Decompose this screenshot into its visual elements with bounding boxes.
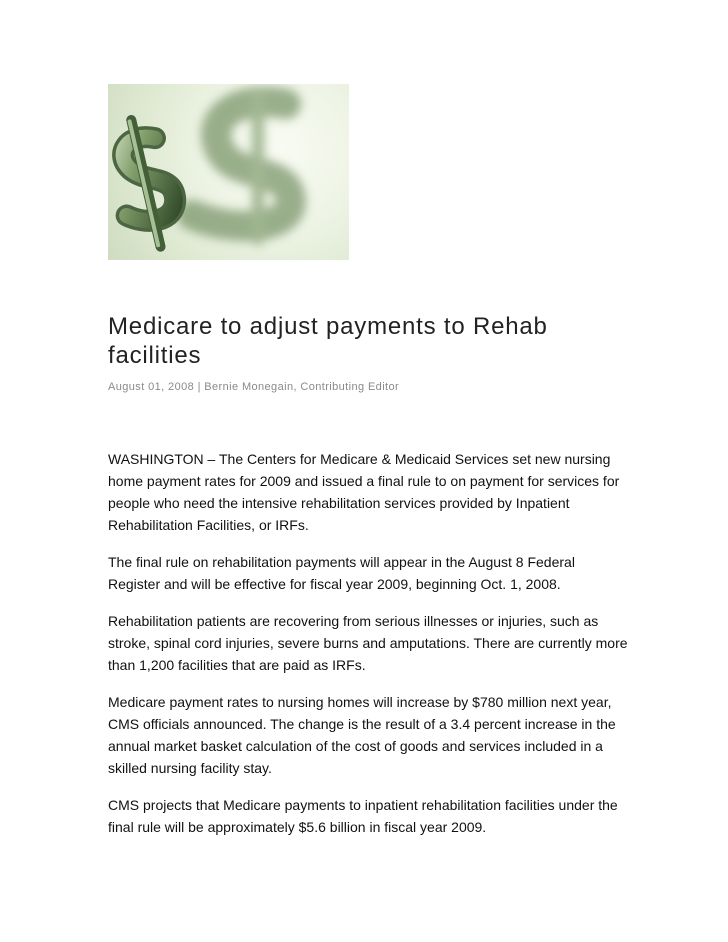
body-paragraph: WASHINGTON – The Centers for Medicare & Medicaid Services set new nursing home payment rates for 2009 and issued a final rule to on payment for services for people who need the intensive rehabilitation services provided by Inpatient Rehabilitation Facilities, or IRFs. xyxy=(108,451,620,533)
article-byline: August 01, 2008 | Bernie Monegain, Contributing Editor xyxy=(108,381,400,393)
dollar-sign-icon xyxy=(108,84,349,260)
article-title: Medicare to adjust payments to Rehab facilities xyxy=(108,313,548,369)
body-paragraph: Medicare payment rates to nursing homes will increase by $780 million next year, CMS officials announced. The change is the result of a 3.4 percent increase in the annual market basket calculation of the cost of goods and services included in a skilled nursing facility stay. xyxy=(108,694,616,776)
article-body xyxy=(108,448,630,853)
body-paragraph: Rehabilitation patients are recovering from serious illnesses or injuries, such as stroke, spinal cord injuries, severe burns and amputations. There are currently more than 1,200 facilities that are paid as IRFs. xyxy=(108,613,628,673)
body-paragraph: CMS projects that Medicare payments to inpatient rehabilitation facilities under the final rule will be approximately $5.6 billion in fiscal year 2009. xyxy=(108,797,618,835)
hero-image xyxy=(108,84,349,260)
body-paragraph: The final rule on rehabilitation payments will appear in the August 8 Federal Register and will be effective for fiscal year 2009, beginning Oct. 1, 2008. xyxy=(108,554,575,592)
